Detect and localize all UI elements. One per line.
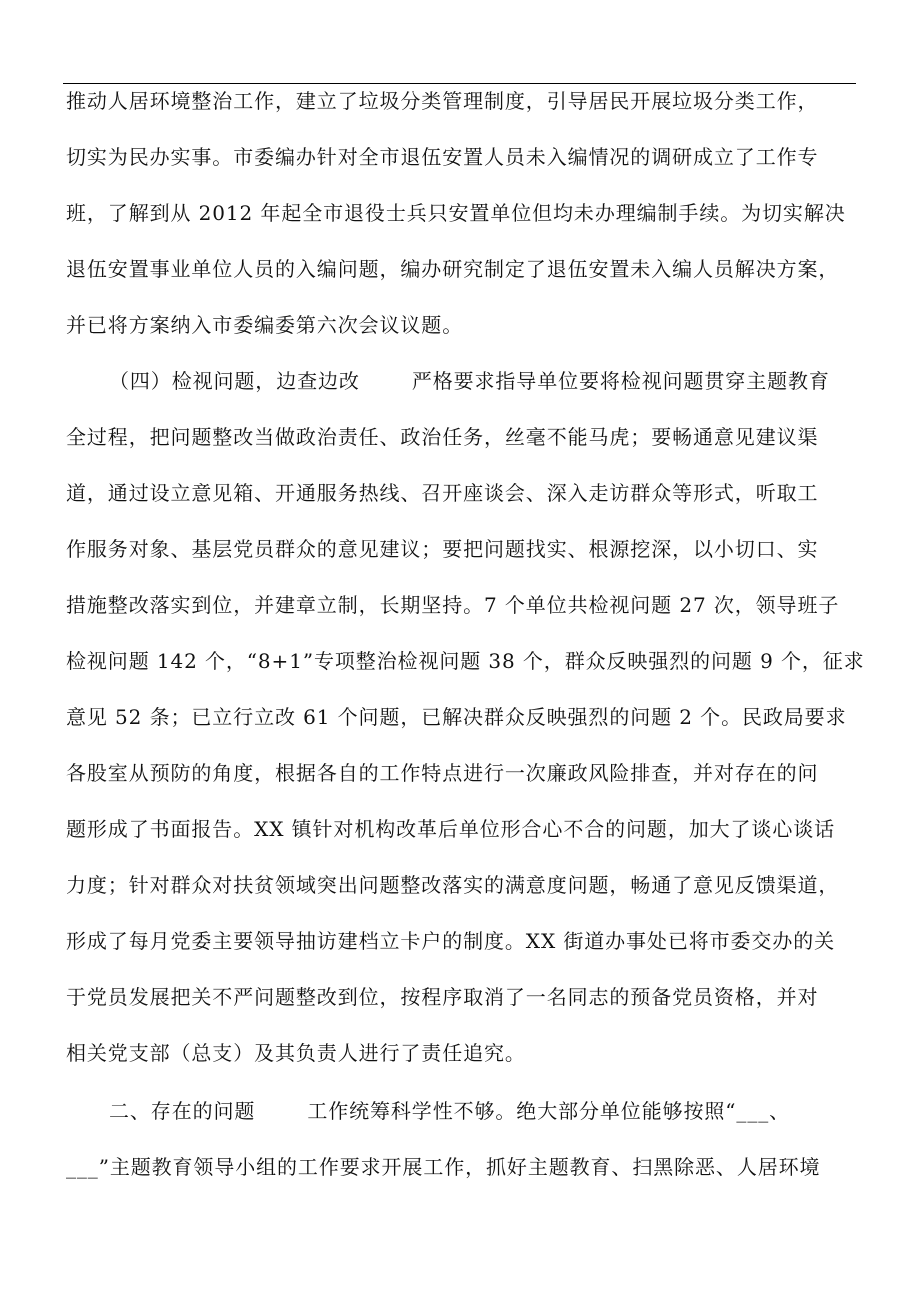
paragraph-line: 检视问题 142 个，“8+1”专项整治检视问题 38 个，群众反映强烈的问题 9 个，征求 xyxy=(66,649,865,673)
section-4-first-line xyxy=(109,368,856,394)
paragraph-line: 推动人居环境整治工作，建立了垃圾分类管理制度，引导居民开展垃圾分类工作， xyxy=(66,89,819,113)
paragraph-line: 题形成了书面报告。XX 镇针对机构改革后单位形合心不合的问题，加大了谈心谈话 xyxy=(66,817,836,841)
paragraph-line: 措施整改落实到位，并建章立制，长期坚持。7 个单位共检视问题 27 次，领导班子 xyxy=(66,593,840,617)
paragraph-line: 各股室从预防的角度，根据各自的工作特点进行一次廉政风险排查，并对存在的问 xyxy=(66,761,819,785)
section-2-first-line xyxy=(109,1098,856,1124)
paragraph-line: ___”主题教育领导小组的工作要求开展工作，抓好主题教育、扫黑除恶、人居环境 xyxy=(66,1155,821,1179)
paragraph-line: 切实为民办实事。市委编办针对全市退伍安置人员未入编情况的调研成立了工作专 xyxy=(66,145,819,169)
paragraph-line: 形成了每月党委主要领导抽访建档立卡户的制度。XX 街道办事处已将市委交办的关 xyxy=(66,929,836,953)
paragraph-line: 相关党支部（总支）及其负责人进行了责任追究。 xyxy=(66,1041,526,1065)
section-4-first-text: 严格要求指导单位要将检视问题贯穿主题教育 xyxy=(411,369,830,393)
paragraph-line: 意见 52 条；已立行立改 61 个问题，已解决群众反映强烈的问题 2 个。民政局要求 xyxy=(66,705,847,729)
header-rule xyxy=(63,83,856,84)
section-4-heading: （四）检视问题，边查边改 xyxy=(109,369,360,393)
paragraph-line: 道，通过设立意见箱、开通服务热线、召开座谈会、深入走访群众等形式，听取工 xyxy=(66,481,819,505)
paragraph-line: 并已将方案纳入市委编委第六次会议议题。 xyxy=(66,313,464,337)
paragraph-line: 力度；针对群众对扶贫领域突出问题整改落实的满意度问题，畅通了意见反馈渠道， xyxy=(66,873,840,897)
section-2-heading: 二、存在的问题 xyxy=(109,1099,256,1123)
section-2-first-text: 工作统筹科学性不够。绝大部分单位能够按照“___、 xyxy=(307,1099,791,1123)
paragraph-line: 作服务对象、基层党员群众的意见建议；要把问题找实、根源挖深，以小切口、实 xyxy=(66,537,819,561)
paragraph-line: 班，了解到从 2012 年起全市退役士兵只安置单位但均未办理编制手续。为切实解决 xyxy=(66,201,846,225)
paragraph-line: 于党员发展把关不严问题整改到位，按程序取消了一名同志的预备党员资格，并对 xyxy=(66,985,819,1009)
paragraph-line: 退伍安置事业单位人员的入编问题，编办研究制定了退伍安置未入编人员解决方案， xyxy=(66,257,840,281)
paragraph-line: 全过程，把问题整改当做政治责任、政治任务，丝毫不能马虎；要畅通意见建议渠 xyxy=(66,425,819,449)
